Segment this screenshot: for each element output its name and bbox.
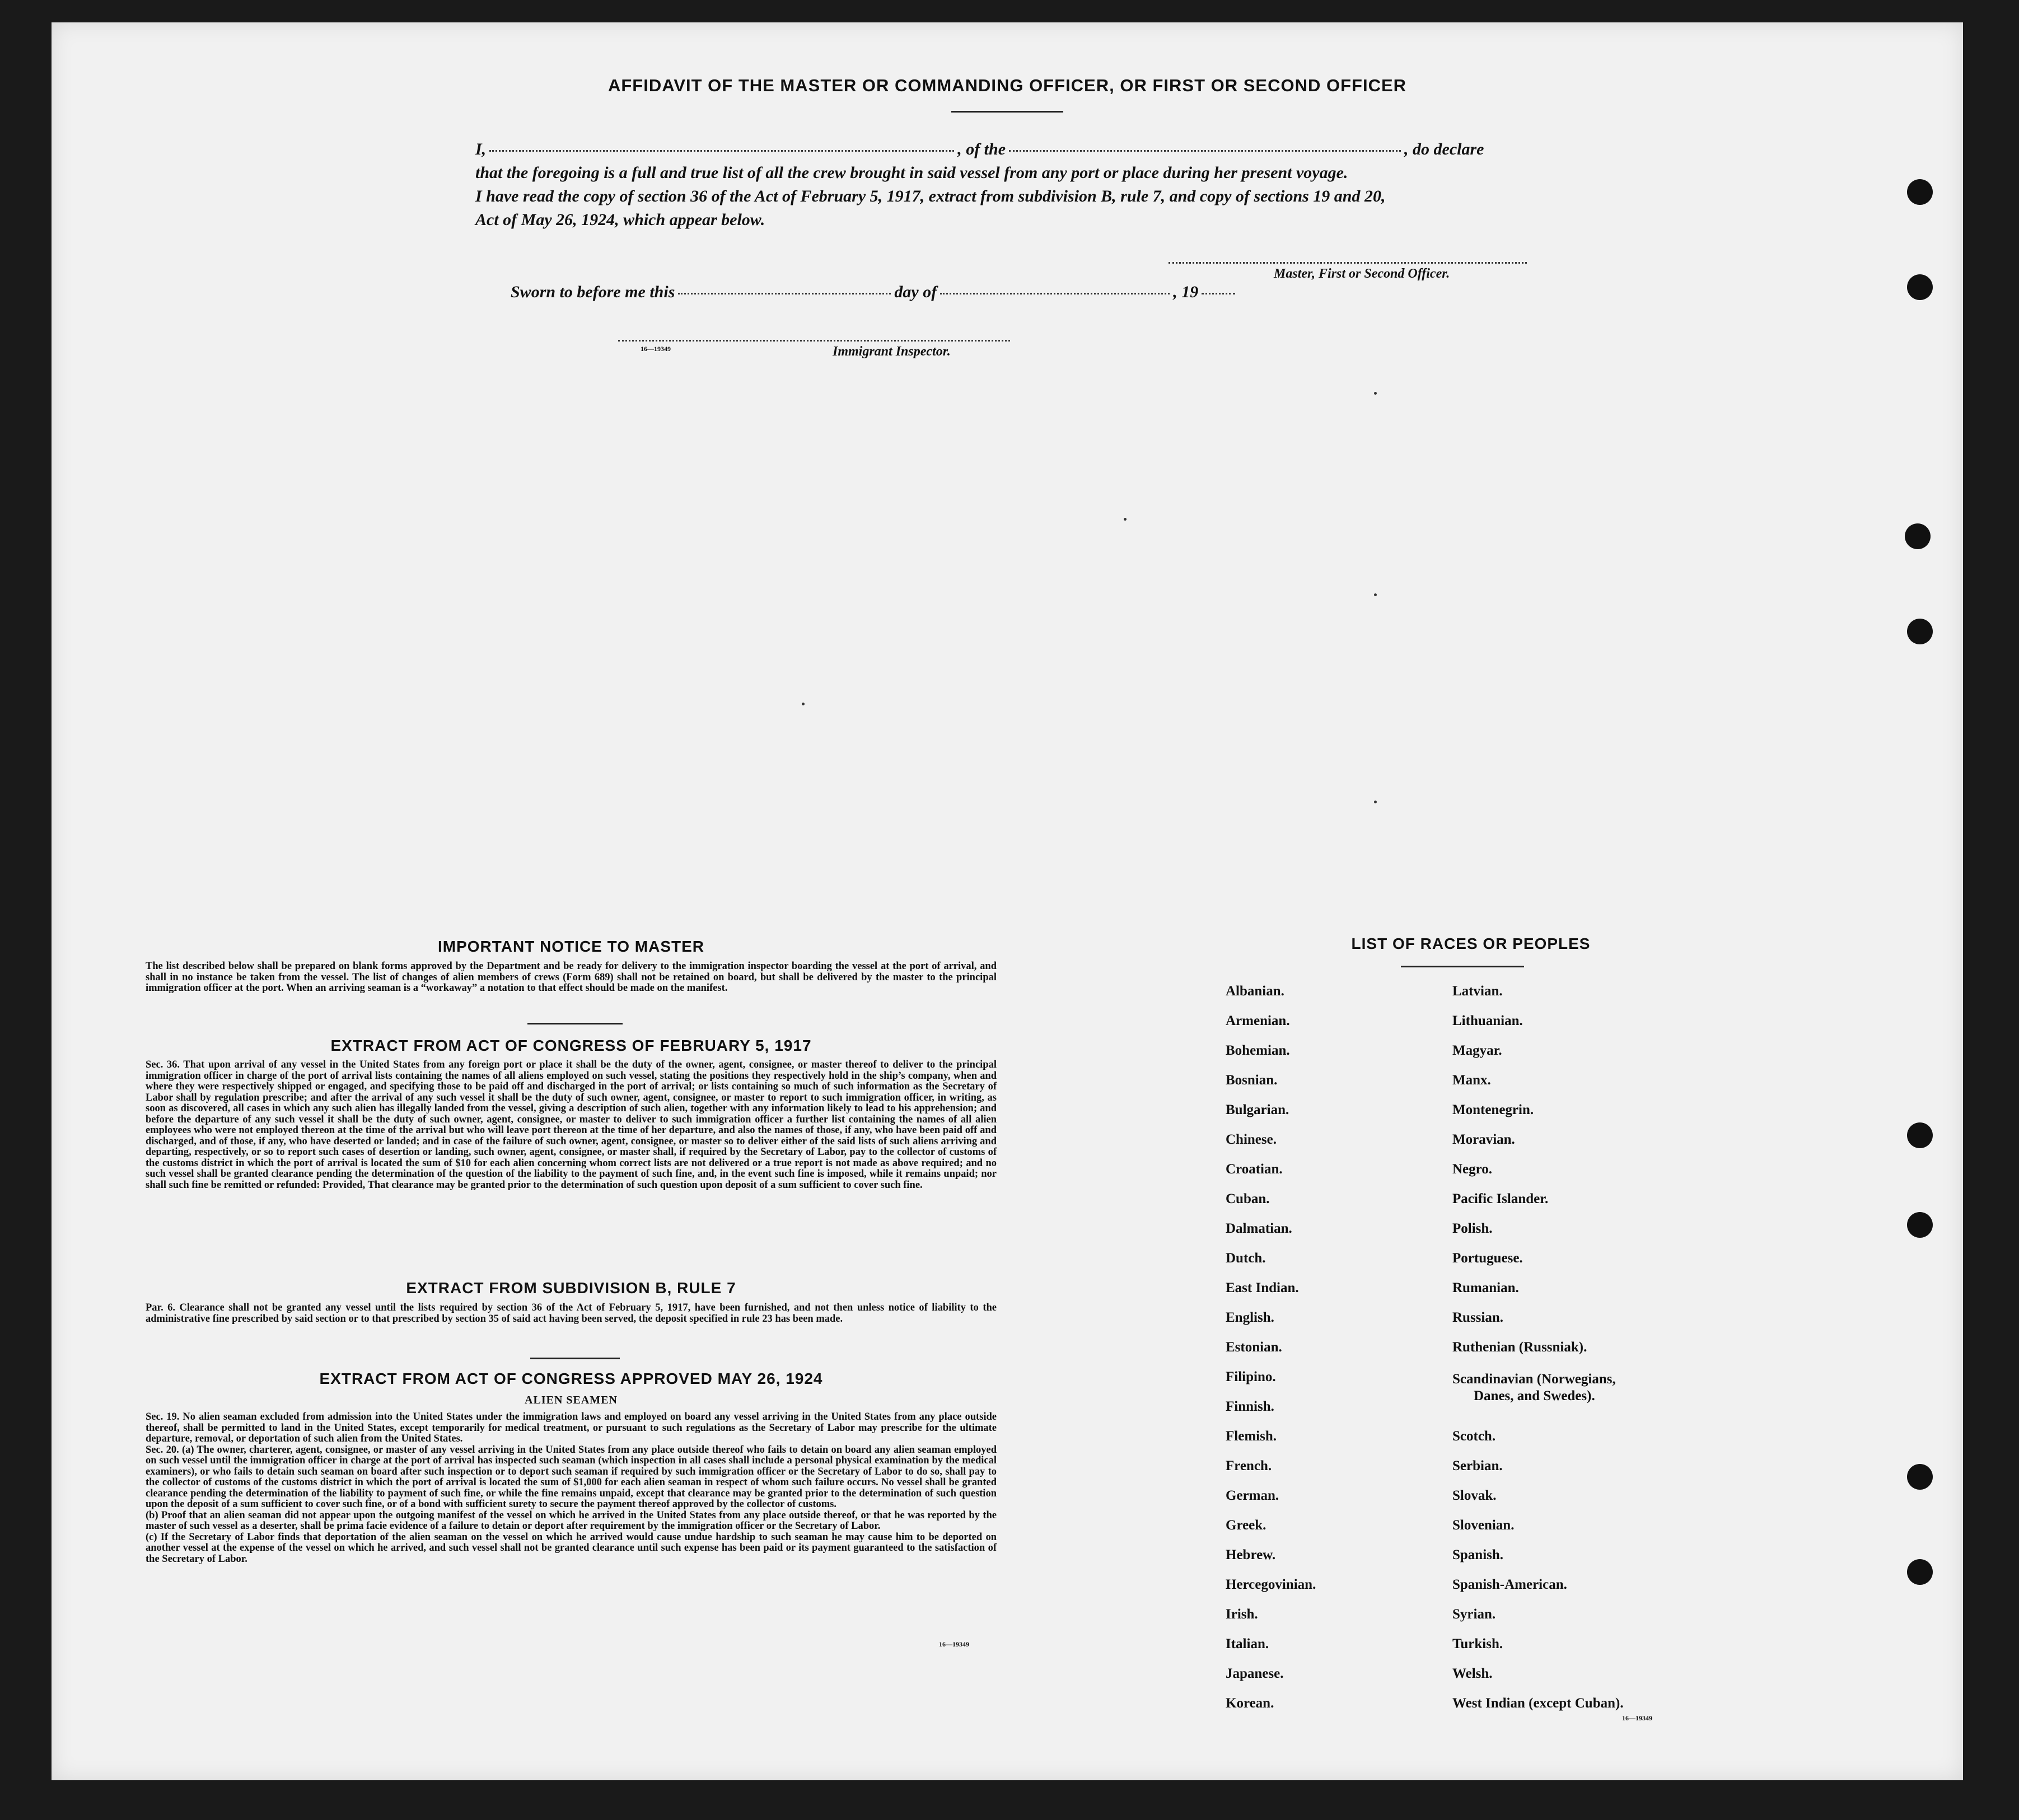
race-right: Syrian. [1452, 1607, 1496, 1622]
vessel-blank[interactable] [1009, 150, 1401, 152]
punch-hole [1907, 1464, 1933, 1490]
race-right: Slovenian. [1452, 1518, 1515, 1533]
month-blank[interactable] [940, 293, 1170, 294]
sec-20b-text: (b) Proof that an alien seaman did not appear upon the outgoing manifest of the vessel on which he arrived in the United States from any place outside thereof, or that he was reported by the master of such vessel as a deserter, shall be prima facie evidence of a failure to detain or deport after requirement by the immigration officer or the Secretary of Labor. [146, 1509, 997, 1532]
race-right: Latvian. [1452, 984, 1503, 999]
race-right: Pacific Islander. [1452, 1191, 1549, 1206]
sec-20a-text: Sec. 20. (a) The owner, charterer, agent, consignee, or master of any vessel arriving in the United States from any place outside thereof who fails to detain on board any alien seaman employed on such vessel until the immigration officer in charge at the port of arrival has inspected such seaman (which inspection in all cases shall include a personal physical examination by the medical examiners), or who fails to detain such seaman on board after such inspection or to deport such seaman if required by such immigration officer or the Secretary of Labor to do so, shall pay to the collector of customs of the customs district in which the port of arrival is located the sum of $1,000 for each alien seaman in respect of whom such failure occurs. No vessel shall be granted clearance pending the determination of the liability to payment of such fine, or while the fine remains unpaid, except that clearance may be granted prior to the determination of such question upon the deposit of a sum sufficient to cover such fine, or of a bond with sufficient surety to secure the payment thereof approved by the collector of customs. [146, 1444, 997, 1510]
inspector-label: Immigrant Inspector. [833, 344, 951, 359]
race-left: Hebrew. [1226, 1547, 1276, 1562]
races-divider [1401, 966, 1524, 967]
extract-1917-text: Sec. 36. That upon arrival of any vessel in the United States from any foreign port or place it shall be the duty of the owner, agent, consignee, or master thereof to deliver to the principal immigration officer in charge of the port of arrival lists containing the names of all aliens employed on such vessel, stating the positions they respectively hold in the ship’s company, when and where they were respectively shipped or engaged, and specifying those to be paid off and discharged in the port of arrival; or lists containing so much of such information as the Secretary of Labor shall by regulation prescribe; and after the arrival of any such vessel it shall be the duty of such owner, agent, consignee, or master to report to such immigration officer, in writing, as soon as discovered, all cases in which any such alien has illegally landed from the vessel, giving a description of such alien, together with any information likely to lead to his apprehension; and before the departure of any such vessel it shall be the duty of such owner, agent, consignee, or master to deliver to such immigration officer a further list containing the names of all alien employees who were not employed thereon at the time of the arrival but who will leave port thereon at the time of her departure, and also the names of those, if any, who have been paid off and discharged, and of those, if any, who have deserted or landed; and in case of the failure of such owner, agent, consignee, or master so to deliver either of the said lists of such aliens arriving and departing, respectively, or so to report such cases of desertion or landing, such owner, agent, consignee, or master shall, if required by the Secretary of Labor, pay to the collector of customs of the customs district in which the port of arrival is located the sum of $10 for each alien concerning whom correct lists are not delivered or a true report is not made as above required; and no such vessel shall be granted clearance pending the determination of the question of the liability to the payment of such fine, and, in the event such fine is imposed, while it remains unpaid; nor shall such fine be remitted or refunded: Provided, That clearance may be granted prior to the determination of such question upon deposit of a sum sufficient to cover such fine. [146, 1059, 997, 1191]
race-right: Negro. [1452, 1162, 1493, 1177]
race-left: Italian. [1226, 1636, 1269, 1651]
sec-20c-text: (c) If the Secretary of Labor finds that deportation of the alien seaman on the vessel on which he arrived would cause undue hardship to such seaman he may cause him to be deported on another vessel at the expense of the vessel on which he arrived, and such vessel shall not be granted clearance until such expense has been paid or its payment guaranteed to the satisfaction of the Secretary of Labor. [146, 1531, 997, 1565]
affidavit-i: I, [475, 140, 487, 158]
day-blank[interactable] [678, 293, 891, 294]
race-left: Chinese. [1226, 1132, 1277, 1147]
affidavit-of-the: , of the [957, 140, 1006, 158]
title-divider [951, 111, 1063, 113]
speck [1374, 392, 1377, 395]
year-blank[interactable] [1202, 293, 1235, 294]
race-right: Spanish-American. [1452, 1577, 1567, 1592]
speck [1124, 518, 1127, 521]
master-signature-label: Master, First or Second Officer. [1274, 266, 1450, 281]
speck [1374, 801, 1377, 803]
affidavit-line-1 [475, 140, 1484, 159]
race-right: West Indian (except Cuban). [1452, 1696, 1624, 1711]
form-code-bottom-right: 16—19349 [1622, 1714, 1652, 1722]
race-left: Bohemian. [1226, 1043, 1290, 1058]
affidavit-line-2: that the foregoing is a full and true list of all the crew brought in said vessel from any port or place during her present voyage. [475, 163, 1348, 182]
race-right: Slovak. [1452, 1488, 1497, 1503]
affidavit-declare: , do declare [1404, 140, 1484, 158]
race-left: Irish. [1226, 1607, 1258, 1622]
extract-rule7-text: Par. 6. Clearance shall not be granted any vessel until the lists required by section 36 of the Act of February 5, 1917, have been furnished, and not then unless notice of liability to the administrative fine prescribed by said section or to that prescribed by section 35 of said act having been served, the deposit specified in rule 23 has been made. [146, 1302, 997, 1325]
punch-hole [1907, 1122, 1933, 1148]
race-right: Ruthenian (Russniak). [1452, 1340, 1587, 1355]
form-code-top: 16—19349 [641, 345, 671, 353]
punch-hole [1907, 619, 1933, 644]
race-left: Filipino. [1226, 1369, 1276, 1384]
race-right: Portuguese. [1452, 1251, 1523, 1266]
speck [1374, 593, 1377, 596]
race-left: Flemish. [1226, 1429, 1277, 1444]
document-page [52, 22, 1963, 1780]
race-left: German. [1226, 1488, 1279, 1503]
race-right: Welsh. [1452, 1666, 1493, 1681]
race-left: Korean. [1226, 1696, 1274, 1711]
race-left: East Indian. [1226, 1280, 1299, 1295]
race-right: Russian. [1452, 1310, 1504, 1325]
race-right: Moravian. [1452, 1132, 1515, 1147]
race-right: Spanish. [1452, 1547, 1504, 1562]
speck [802, 703, 805, 705]
race-right: Magyar. [1452, 1043, 1502, 1058]
race-right: Polish. [1452, 1221, 1493, 1236]
notice-title: IMPORTANT NOTICE TO MASTER [437, 938, 705, 955]
race-left: Finnish. [1226, 1399, 1274, 1414]
race-left: French. [1226, 1458, 1272, 1473]
inspector-signature-line[interactable] [618, 340, 1010, 341]
race-left: Dutch. [1226, 1251, 1266, 1266]
race-right: Scandinavian (Norwegians, [1452, 1372, 1616, 1387]
race-right: Montenegrin. [1452, 1102, 1534, 1117]
race-right: Manx. [1452, 1073, 1491, 1088]
punch-hole [1907, 1559, 1933, 1585]
race-left: Cuban. [1226, 1191, 1270, 1206]
race-right: Danes, and Swedes). [1474, 1388, 1595, 1403]
race-right: Serbian. [1452, 1458, 1503, 1473]
race-left: Greek. [1226, 1518, 1266, 1533]
punch-hole [1907, 1212, 1933, 1238]
sworn-line [511, 283, 1238, 302]
master-signature-line[interactable] [1169, 262, 1527, 264]
notice-text: The list described below shall be prepared on blank forms approved by the Department and be ready for delivery to the immigration inspector boarding the vessel at the port of arrival, and shall in no instance be taken from the vessel. The list of changes of alien members of crews (Form 689) shall not be retained on board, but shall be delivered by the master to the principal immigration officer at the port. When an arriving seaman is a “workaway” a notation to that effect should be made on the manifest. [146, 961, 997, 994]
extract-1924-body [146, 1412, 997, 1565]
rule7-divider [530, 1358, 620, 1359]
race-left: Bulgarian. [1226, 1102, 1289, 1117]
form-code-bottom-left: 16—19349 [939, 1640, 969, 1648]
race-left: Estonian. [1226, 1340, 1282, 1355]
extract-1924-subtitle: ALIEN SEAMEN [525, 1394, 618, 1406]
punch-hole [1905, 523, 1931, 549]
affidavit-line-3: I have read the copy of section 36 of the Act of February 5, 1917, extract from subdivision B, rule 7, and copy of sections 19 and 20, [475, 187, 1386, 205]
race-left: Albanian. [1226, 984, 1284, 999]
sworn-prefix: Sworn to before me this [511, 283, 675, 301]
punch-hole [1907, 179, 1933, 205]
races-title: LIST OF RACES OR PEOPLES [1351, 935, 1591, 952]
punch-hole [1907, 274, 1933, 300]
extract-rule7-title: EXTRACT FROM SUBDIVISION B, RULE 7 [406, 1279, 736, 1297]
affidavit-line-4: Act of May 26, 1924, which appear below. [475, 210, 765, 229]
race-left: English. [1226, 1310, 1274, 1325]
name-blank[interactable] [489, 150, 954, 152]
extract-1924-title: EXTRACT FROM ACT OF CONGRESS APPROVED MAY 26, 1924 [319, 1370, 823, 1387]
extract-1917-title: EXTRACT FROM ACT OF CONGRESS OF FEBRUARY 5, 1917 [330, 1037, 812, 1054]
race-right: Lithuanian. [1452, 1013, 1523, 1028]
affidavit-title: AFFIDAVIT OF THE MASTER OR COMMANDING OFFICER, OR FIRST OR SECOND OFFICER [607, 76, 1407, 95]
notice-divider [527, 1023, 623, 1024]
sec-19-text: Sec. 19. No alien seaman excluded from admission into the United States under the immigration laws and employed on board any vessel arriving in the United States from any place outside thereof, shall be permitted to land in the United States, except temporarily for medical treatment, or pursuant to such regulations as the Secretary of Labor may prescribe for the ultimate departure, removal, or deportation of such alien from the United States. [146, 1411, 997, 1444]
race-left: Hercegovinian. [1226, 1577, 1316, 1592]
race-right: Turkish. [1452, 1636, 1503, 1651]
sworn-day-of: day of [894, 283, 937, 301]
race-left: Croatian. [1226, 1162, 1283, 1177]
race-left: Bosnian. [1226, 1073, 1278, 1088]
race-left: Armenian. [1226, 1013, 1290, 1028]
sworn-year: , 19 [1173, 283, 1199, 301]
race-right: Scotch. [1452, 1429, 1496, 1444]
race-left: Japanese. [1226, 1666, 1284, 1681]
race-left: Dalmatian. [1226, 1221, 1292, 1236]
race-right: Rumanian. [1452, 1280, 1519, 1295]
